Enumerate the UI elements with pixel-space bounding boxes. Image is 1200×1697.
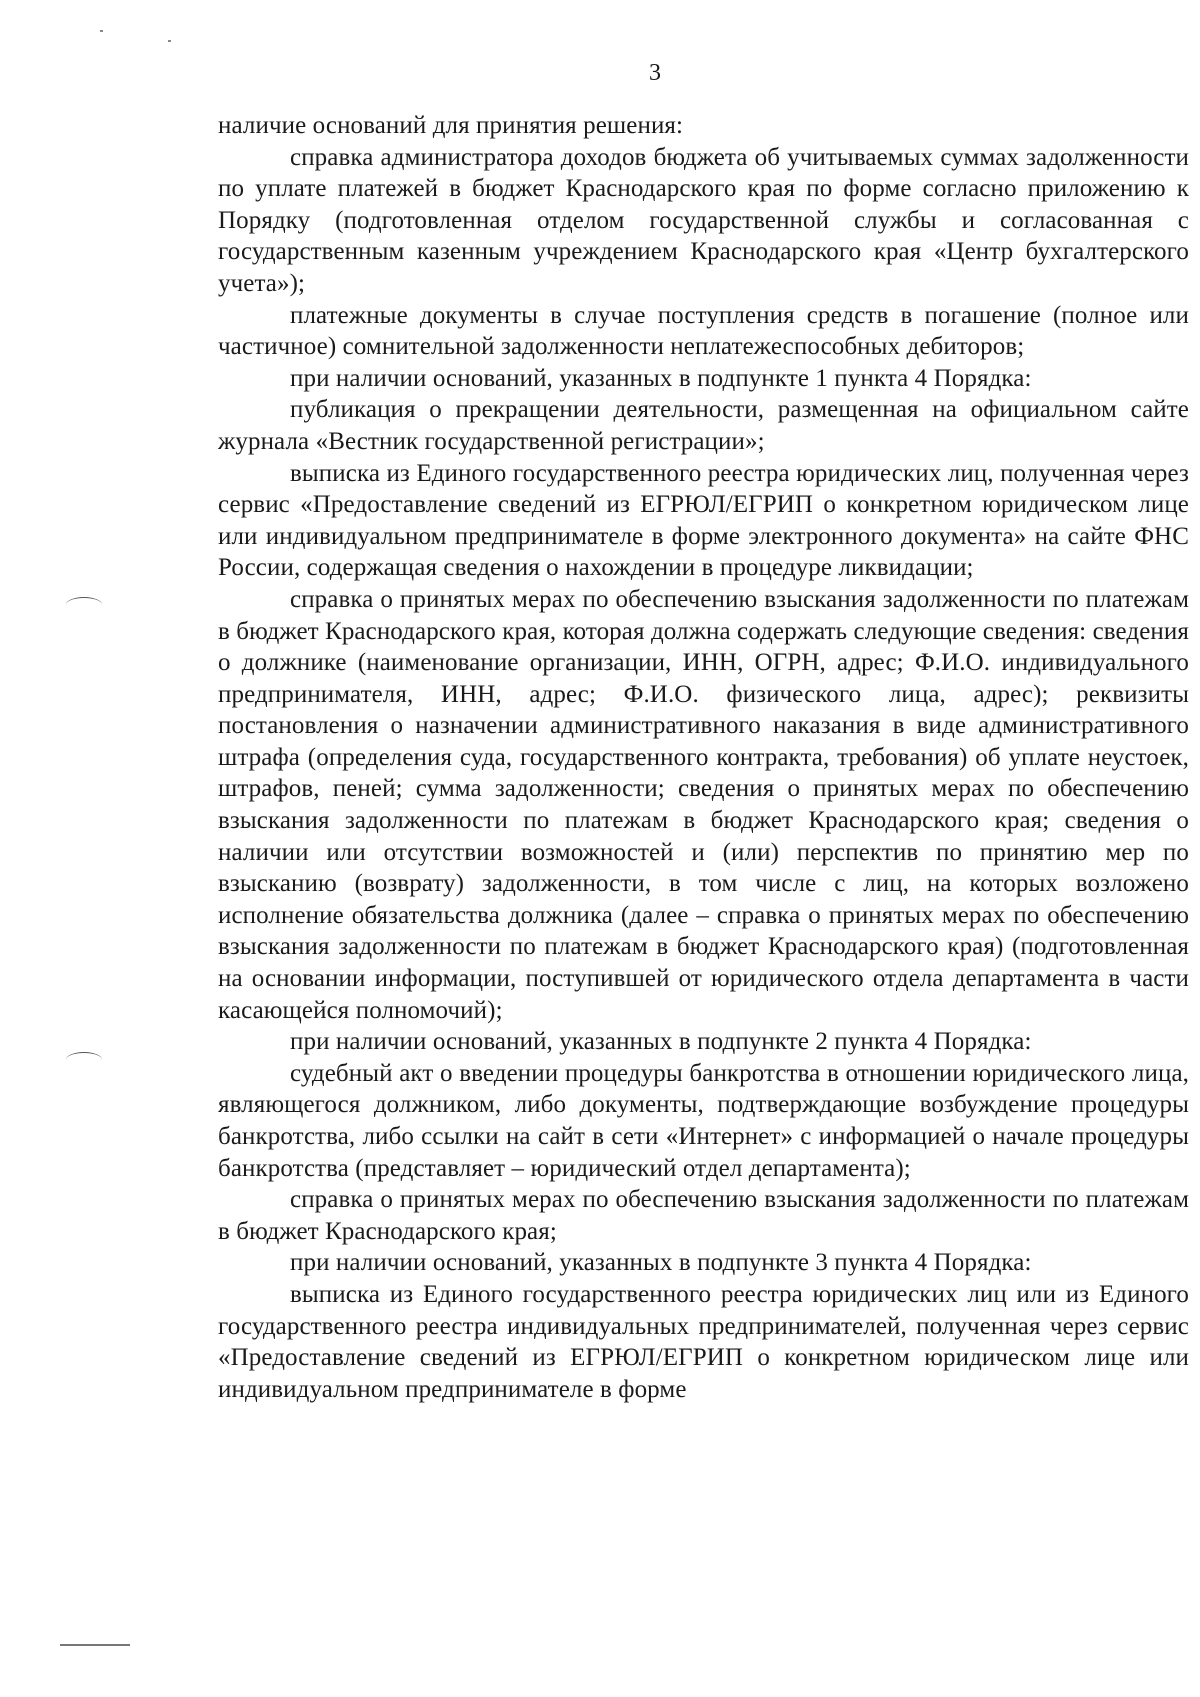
paragraph: справка о принятых мерах по обеспечению взыскания задолженности по платежам в бюджет Краснодарского края; bbox=[218, 1186, 1189, 1245]
scan-artifact-line bbox=[60, 1644, 130, 1646]
document-body bbox=[218, 110, 1189, 1405]
paragraph: судебный акт о введении процедуры банкротства в отношении юридического лица, являющегося должником, либо документы, подтверждающие возбуждение процедуры банкротства, либо ссылки на сайт в сети «Интернет» с информацией о начале процедуры банкротства (представляет – юридический отдел департамента); bbox=[218, 1059, 1189, 1182]
scan-artifact-dot bbox=[168, 40, 171, 42]
paragraph: наличие оснований для принятия решения: bbox=[218, 112, 684, 139]
paragraph: при наличии оснований, указанных в подпункте 1 пункта 4 Порядка: bbox=[290, 364, 1032, 392]
paragraph: выписка из Единого государственного реестра юридических лиц, полученная через сервис «Предоставление сведений из ЕГРЮЛ/ЕГРИП о конкретном юридическом лице или индивидуальном предпринимателе в форме электронного документа» на сайте ФНС России, содержащая сведения о нахождении в процедуре ликвидации; bbox=[218, 459, 1189, 582]
paragraph: платежные документы в случае поступления средств в погашение (полное или частичное) сомнительной задолженности неплатежеспособных дебиторов; bbox=[218, 301, 1189, 361]
scan-artifact-mark bbox=[66, 1052, 102, 1067]
scan-artifact-dot bbox=[100, 30, 103, 32]
scan-artifact-mark bbox=[66, 597, 102, 612]
paragraph: выписка из Единого государственного реестра юридических лиц или из Единого государственного реестра индивидуальных предпринимателей, полученная через сервис «Предоставление сведений из ЕГРЮЛ/ЕГРИП о конкретном юридическом лице или индивидуальном предпринимателе в форме bbox=[218, 1280, 1189, 1403]
paragraph: при наличии оснований, указанных в подпункте 3 пункта 4 Порядка: bbox=[290, 1249, 1032, 1277]
paragraph: публикация о прекращении деятельности, размещенная на официальном сайте журнала «Вестник государственной регистрации»; bbox=[218, 396, 1189, 455]
page-number: 3 bbox=[649, 60, 661, 86]
paragraph: справка администратора доходов бюджета об учитываемых суммах задолженности по уплате платежей в бюджет Краснодарского края по форме согласно приложению к Порядку (подготовленная отделом государственной службы и согласованная с государственным казенным учреждением Краснодарского края «Центр бухгалтерского учета»); bbox=[218, 143, 1189, 297]
paragraph: справка о принятых мерах по обеспечению взыскания задолженности по платежам в бюджет Краснодарского края, которая должна содержать следующие сведения: сведения о должнике (наименование организации, ИНН, ОГРН, адрес; Ф.И.О. индивидуального предпринимателя, ИНН, адрес; Ф.И.О. физического лица, адрес); реквизиты постановления о назначении административного наказания в виде административного штрафа (определения суда, государственного контракта, требования) об уплате неустоек, штрафов, пеней; сумма задолженности; сведения о принятых мерах по обеспечению взыскания задолженности по платежам в бюджет Краснодарского края; сведения о наличии или отсутствии возможностей и (или) перспектив по принятию мер по взысканию (возврату) задолженности, в том числе с лиц, на которых возложено исполнение обязательства должника (далее – справка о принятых мерах по обеспечению взыскания задолженности по платежам в бюджет Краснодарского края) (подготовленная на основании информации, поступившей от юридического отдела департамента в части касающейся полномочий); bbox=[218, 585, 1189, 1024]
paragraph: при наличии оснований, указанных в подпункте 2 пункта 4 Порядка: bbox=[290, 1028, 1032, 1056]
